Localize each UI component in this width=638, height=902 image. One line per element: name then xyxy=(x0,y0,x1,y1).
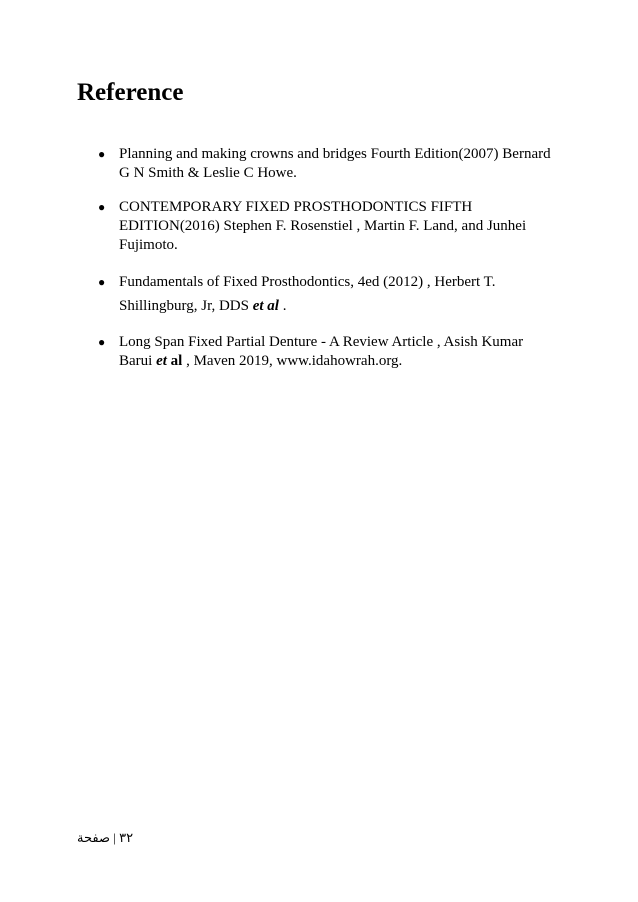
bullet-icon: ● xyxy=(98,335,106,349)
reference-item xyxy=(98,270,553,318)
bullet-icon: ● xyxy=(98,200,106,214)
page-title: Reference xyxy=(77,79,184,106)
reference-item xyxy=(98,198,553,255)
bullet-icon: ● xyxy=(98,147,106,161)
reference-text: Planning and making crowns and bridges Fourth Edition(2007) Bernard G N Smith & Leslie C Howe. xyxy=(119,146,551,181)
footer-separator: | xyxy=(113,830,116,845)
page-number: ٣٢ xyxy=(119,830,134,845)
reference-text: Fundamentals of Fixed Prosthodontics, 4ed (2012) , Herbert T. Shillingburg, Jr, DDS xyxy=(119,274,496,314)
reference-text-end: . xyxy=(278,298,287,314)
reference-item xyxy=(98,333,553,371)
al-emphasis: al xyxy=(166,353,183,369)
page-footer xyxy=(77,829,133,847)
reference-item xyxy=(98,145,553,183)
reference-text: CONTEMPORARY FIXED PROSTHODONTICS FIFTH EDITION(2016) Stephen F. Rosenstiel , Martin F. Land, and Junhei Fujimoto. xyxy=(119,199,527,253)
et-emphasis: et xyxy=(156,353,167,369)
bullet-icon: ● xyxy=(98,275,106,289)
et-al-emphasis: et al xyxy=(252,298,279,314)
reference-list xyxy=(98,145,553,371)
reference-text-end: , Maven 2019, www.idahowrah.org. xyxy=(182,353,403,369)
page-word: صفحة xyxy=(77,830,110,845)
reference-text: Long Span Fixed Partial Denture - A Review Article , Asish Kumar Barui xyxy=(119,334,524,369)
